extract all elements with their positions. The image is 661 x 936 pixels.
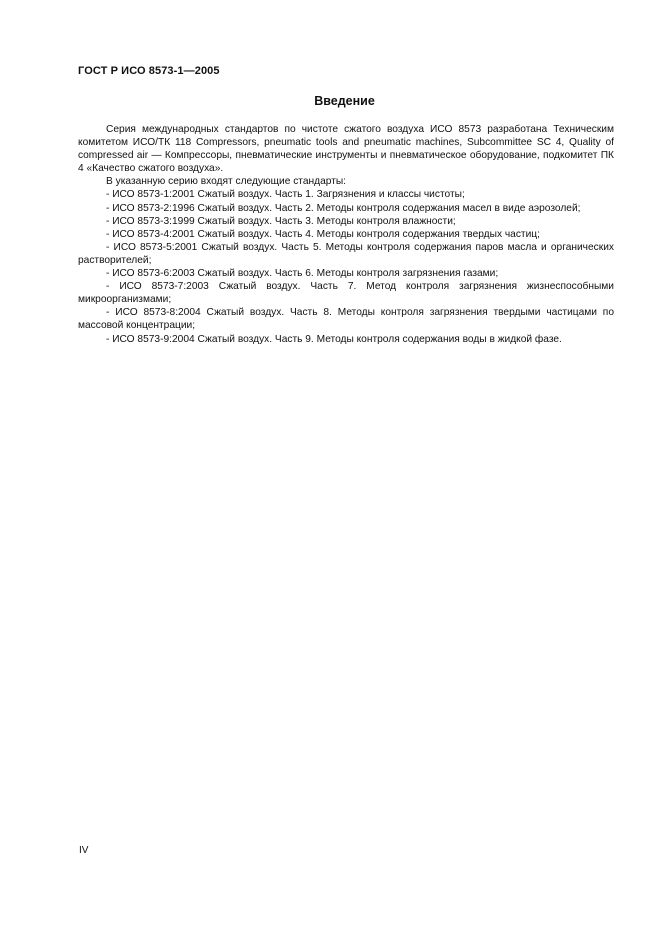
list-item: - ИСО 8573-8:2004 Сжатый воздух. Часть 8. Методы контроля загрязнения твердыми частицами по массовой концентрации; xyxy=(78,307,614,332)
page-number: IV xyxy=(79,845,89,856)
document-code-header: ГОСТ Р ИСО 8573-1—2005 xyxy=(78,65,220,77)
list-item: - ИСО 8573-7:2003 Сжатый воздух. Часть 7. Метод контроля загрязнения жизнеспособными микроорганизмами; xyxy=(78,281,614,306)
section-title: Введение xyxy=(314,94,375,108)
standards-list xyxy=(78,188,614,345)
list-item: - ИСО 8573-3:1999 Сжатый воздух. Часть 3. Методы контроля влажности; xyxy=(106,215,456,227)
intro-paragraph: Серия международных стандартов по чистоте сжатого воздуха ИСО 8573 разработана Техническим комитетом ИСО/ТК 118 Compressors, pneumatic tools and pneumatic machines, Subcommittee SC 4, Quality of compressed air — Компрессоры, пневматические инструменты и пневматическое оборудование, подкомитет ПК 4 «Качество сжатого воздуха». xyxy=(78,124,614,175)
list-item: - ИСО 8573-5:2001 Сжатый воздух. Часть 5. Методы контроля содержания паров масла и органических растворителей; xyxy=(78,241,614,266)
list-item: - ИСО 8573-1:2001 Сжатый воздух. Часть 1. Загрязнения и классы чистоты; xyxy=(106,189,465,201)
list-item: - ИСО 8573-6:2003 Сжатый воздух. Часть 6. Методы контроля загрязнения газами; xyxy=(106,268,499,280)
list-item: - ИСО 8573-2:1996 Сжатый воздух. Часть 2. Методы контроля содержания масел в виде аэрозолей; xyxy=(106,202,581,214)
list-item: - ИСО 8573-4:2001 Сжатый воздух. Часть 4. Методы контроля содержания твердых частиц; xyxy=(106,228,540,240)
intro-lead-in: В указанную серию входят следующие стандарты: xyxy=(106,176,347,188)
introduction-body xyxy=(78,123,614,346)
list-item: - ИСО 8573-9:2004 Сжатый воздух. Часть 9. Методы контроля содержания воды в жидкой фазе. xyxy=(106,333,562,345)
